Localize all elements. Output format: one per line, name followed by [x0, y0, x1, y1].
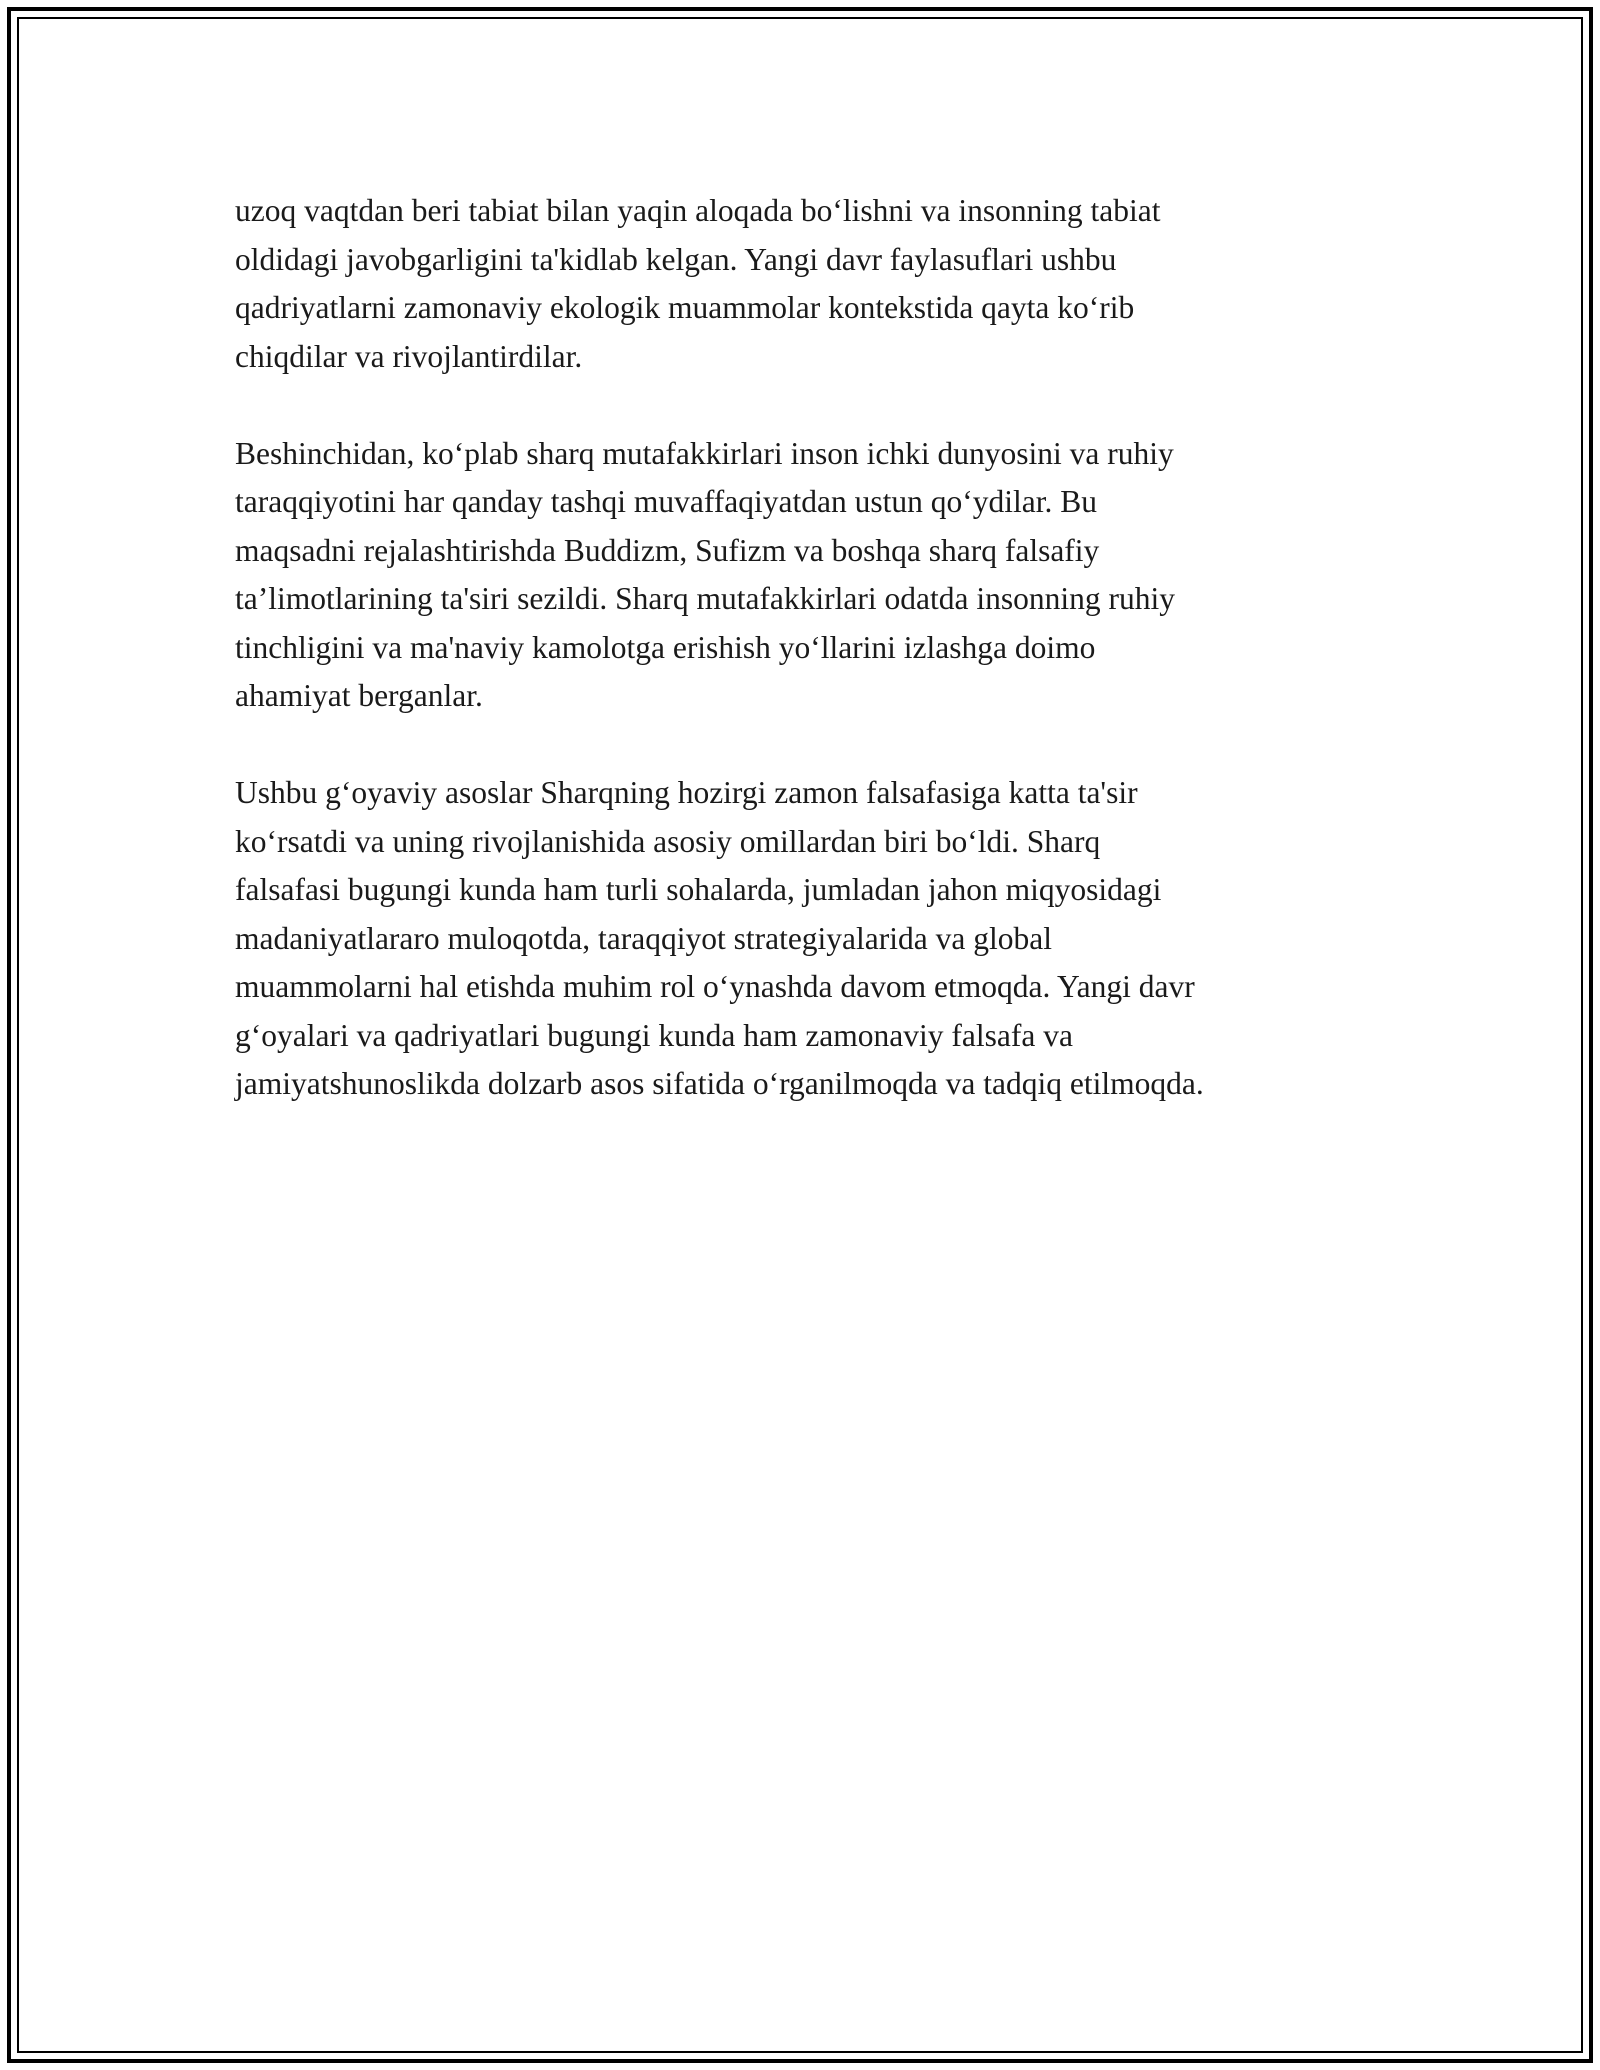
text-line: chiqdilar va rivojlantirdilar.	[235, 338, 583, 374]
text-line: g‘oyalari va qadriyatlari bugungi kunda ham zamonaviy falsafa va	[235, 1017, 1073, 1053]
text-line: Beshinchidan, ko‘plab sharq mutafakkirlari inson ichki dunyosini va ruhiy	[235, 435, 1174, 471]
text-line: ahamiyat berganlar.	[235, 678, 483, 713]
text-line: taraqqiyotini har qanday tashqi muvaffaqiyatdan ustun qo‘ydilar. Bu	[235, 484, 1097, 519]
text-line: Ushbu g‘oyaviy asoslar Sharqning hozirgi zamon falsafasiga katta ta'sir	[235, 775, 1138, 810]
text-line: maqsadni rejalashtirishda Buddizm, Sufizm va boshqa sharq falsafiy	[235, 532, 1100, 568]
text-line: ko‘rsatdi va uning rivojlanishida asosiy omillardan biri bo‘ldi. Sharq	[235, 823, 1101, 859]
paragraph-2	[235, 430, 1375, 721]
text-line: jamiyatshunoslikda dolzarb asos sifatida o‘rganilmoqda va tadqiq etilmoqda.	[235, 1066, 1204, 1101]
text-line: madaniyatlararo muloqotda, taraqqiyot strategiyalarida va global	[235, 920, 1052, 956]
paragraph-1	[235, 187, 1375, 381]
text-line: uzoq vaqtdan beri tabiat bilan yaqin aloqada bo‘lishni va insonning tabiat	[235, 193, 1161, 228]
text-line: falsafasi bugungi kunda ham turli sohalarda, jumladan jahon miqyosidagi	[235, 872, 1162, 907]
text-line: oldidagi javobgarligini ta'kidlab kelgan. Yangi davr faylasuflari ushbu	[235, 241, 1117, 277]
text-line: muammolarni hal etishda muhim rol o‘ynashda davom etmoqda. Yangi davr	[235, 969, 1195, 1004]
document-body	[235, 187, 1375, 1157]
paragraph-3	[235, 769, 1375, 1109]
text-line: qadriyatlarni zamonaviy ekologik muammolar kontekstida qayta ko‘rib	[235, 290, 1135, 325]
text-line: ta’limotlarining ta'siri sezildi. Sharq mutafakkirlari odatda insonning ruhiy	[235, 581, 1175, 616]
text-line: tinchligini va ma'naviy kamolotga erishish yo‘llarini izlashga doimo	[235, 629, 1096, 665]
